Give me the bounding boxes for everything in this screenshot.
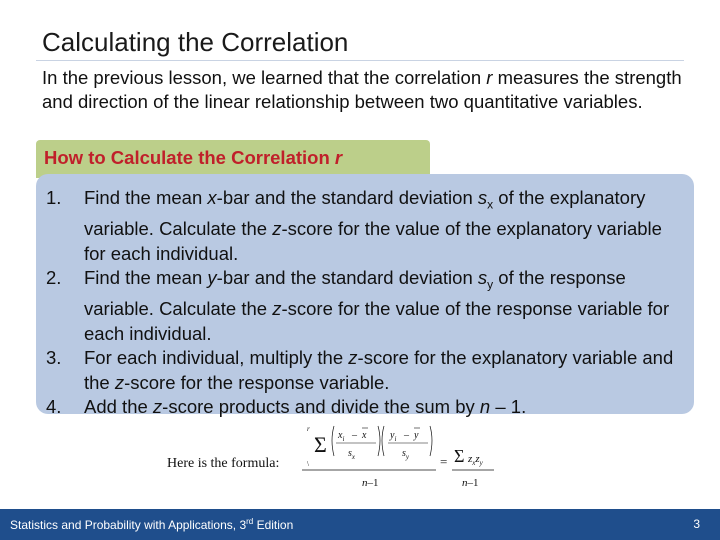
formula-n-minus-1-a: n–1 (362, 477, 379, 489)
step-text: -score for the value of the response variable for each individual. (84, 298, 670, 344)
step-text: – 1. (490, 396, 527, 418)
formula-minus-1: – (352, 430, 357, 441)
step-item (46, 346, 682, 395)
footer-bar (0, 509, 720, 540)
step-var: z (272, 218, 282, 240)
step-var: x (207, 187, 217, 208)
step-text: -bar and the standard deviation (216, 187, 478, 208)
formula-sx: $s_x$ (348, 448, 356, 461)
formula-limit-lower: \ (307, 460, 309, 468)
step-var: n (479, 396, 491, 418)
step-item (46, 186, 682, 266)
paren-left (332, 426, 334, 456)
title-divider (36, 60, 684, 61)
step-var: z (272, 298, 282, 320)
footer-text-sup: rd (246, 517, 254, 526)
slide-title: Calculating the Correlation (42, 27, 349, 57)
step-var: s (477, 187, 488, 208)
paren-right (378, 426, 380, 456)
step-text: -score for the response variable. (124, 371, 390, 393)
footer-book-title (10, 517, 293, 532)
page-number: 3 (693, 517, 700, 531)
step-subscript: y (487, 277, 494, 292)
step-text: -score for the explanatory variable and the (84, 347, 674, 393)
step-text: of the explanatory variable. Calculate the (84, 187, 646, 240)
step-text: -score products and divide the sum by (162, 396, 480, 418)
step-var: z (348, 347, 358, 369)
step-number: 3. (46, 347, 62, 369)
step-var: z (152, 396, 163, 418)
intro-text-1: In the previous lesson, we learned that the correlation (42, 67, 487, 88)
sigma-symbol-2: Σ (454, 446, 465, 466)
paren-right-2 (430, 426, 432, 456)
formula-limit-upper: r (307, 425, 310, 433)
paren-left-2 (382, 426, 384, 456)
step-text: Find the mean (84, 187, 208, 208)
step-text: of the response variable. Calculate the (84, 267, 626, 320)
correlation-formula (288, 418, 498, 492)
intro-paragraph (42, 66, 682, 114)
step-var: z (114, 371, 125, 393)
footer-text-pre: Statistics and Probability with Applications, 3 (10, 518, 247, 532)
formula-label: Here is the formula: (167, 456, 280, 471)
formula-ybar: y (414, 430, 419, 441)
howto-var-r: r (334, 147, 343, 168)
sigma-symbol: Σ (314, 432, 327, 457)
step-item (46, 395, 682, 420)
step-text: Find the mean (84, 267, 208, 289)
step-text: For each individual, multiply the (84, 347, 349, 369)
formula-xi: $x_i$ (338, 430, 345, 443)
formula-minus-2: – (404, 430, 409, 441)
howto-label: How to Calculate the Correlation (44, 147, 335, 168)
step-text: -score for the value of the explanatory variable for each individual. (84, 218, 662, 264)
howto-header (36, 140, 430, 178)
formula-zxzy: $z_xz_y$ (468, 453, 483, 467)
steps-list (46, 186, 682, 420)
step-text: -bar and the standard deviation (216, 267, 478, 289)
formula-sy: $s_y$ (402, 448, 410, 461)
step-text: Add the (84, 396, 153, 418)
step-number: 4. (46, 396, 62, 418)
formula-n-minus-1-b: n–1 (462, 477, 479, 489)
step-number: 1. (46, 187, 62, 208)
intro-text-2: measures the strength and direction of the linear relationship between two quantitative variables. (42, 67, 682, 112)
intro-var-r: r (486, 67, 493, 88)
step-subscript: x (487, 197, 494, 212)
footer-text-post: Edition (253, 518, 294, 532)
formula-equals: = (440, 454, 448, 469)
howto-title (44, 147, 342, 169)
step-var: s (477, 267, 488, 289)
step-var: y (207, 267, 217, 289)
formula-xbar: x (362, 430, 367, 441)
step-item (46, 266, 682, 346)
formula-yi: $y_i$ (390, 430, 397, 443)
step-number: 2. (46, 267, 62, 289)
